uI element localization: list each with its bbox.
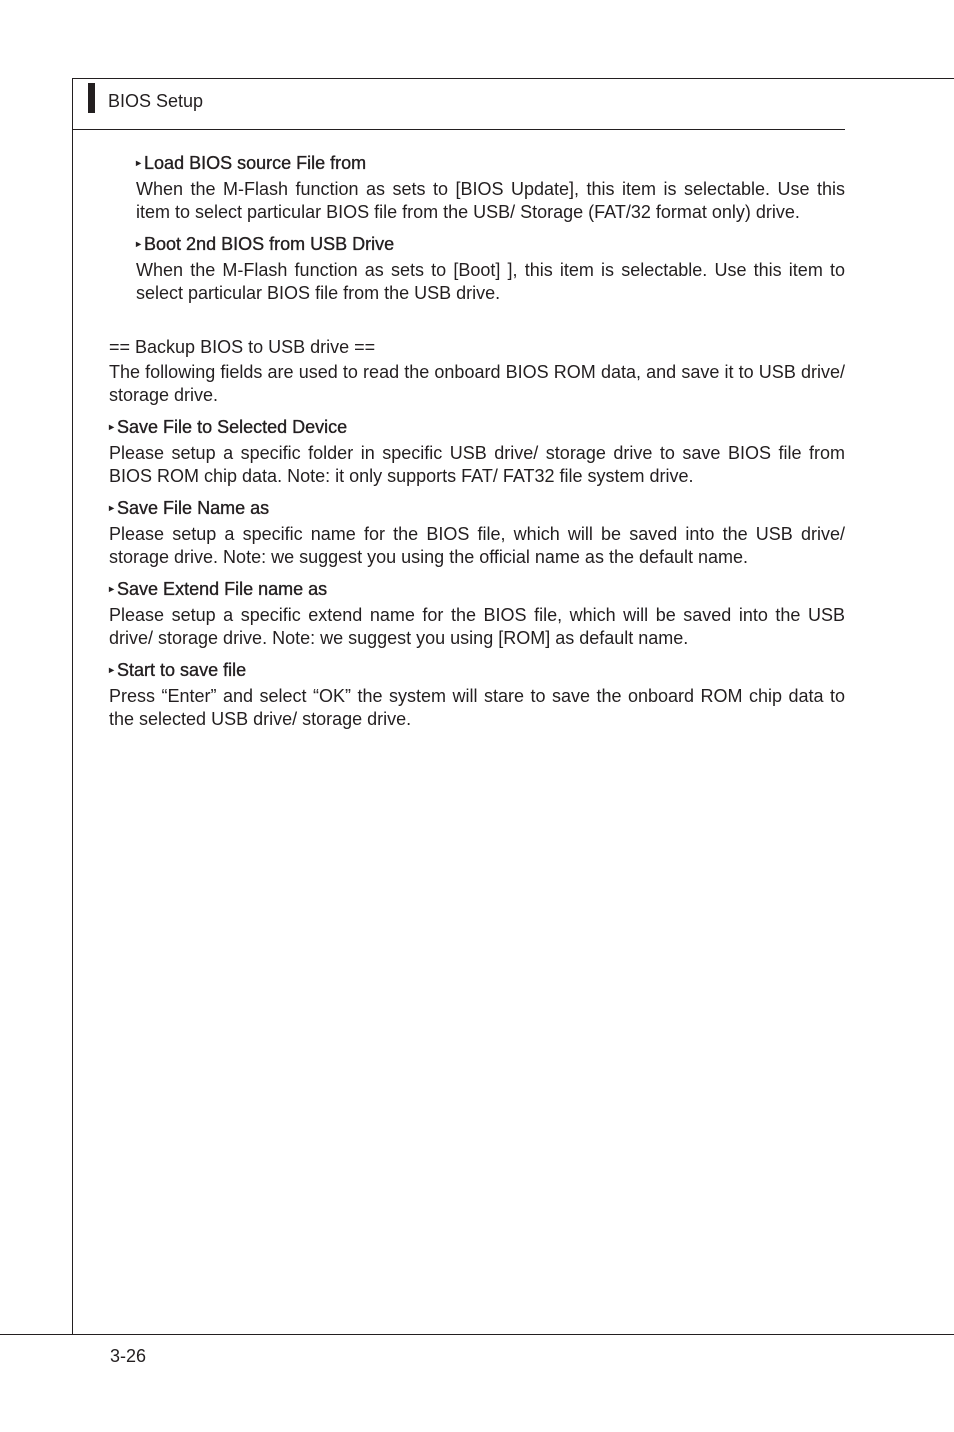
bullet-triangle-icon: ▸: [109, 584, 115, 595]
header-marker-bar: [88, 83, 95, 113]
item-description: Please setup a specific folder in specific USB drive/ storage drive to save BIOS file from BIOS ROM chip data. Note: it only supports FAT/ FAT32 file system drive.: [109, 443, 845, 486]
bullet-triangle-icon: ▸: [136, 239, 142, 250]
item-description: Please setup a specific extend name for the BIOS file, which will be saved into the USB drive/ storage drive. Note: we suggest you using [ROM] as default name.: [109, 605, 845, 648]
item-title: [109, 658, 845, 683]
item-title: [136, 151, 845, 176]
frame-left-rule: [72, 78, 73, 1335]
item-title: [109, 577, 845, 602]
bullet-triangle-icon: ▸: [109, 503, 115, 514]
page-header-title: BIOS Setup: [108, 91, 204, 111]
bullet-triangle-icon: ▸: [109, 665, 115, 676]
frame-bottom-rule: [0, 1334, 954, 1335]
item-title-text: Save Extend File name as: [117, 579, 328, 599]
item-title: [136, 232, 845, 257]
item-title-text: Load BIOS source File from: [144, 153, 367, 173]
backup-section-intro: The following fields are used to read the onboard BIOS ROM data, and save it to USB drive/ storage drive.: [109, 362, 845, 405]
page-number: 3-26: [110, 1346, 147, 1366]
item-description: When the M-Flash function as sets to [Boot] ], this item is selectable. Use this item to select particular BIOS file from the USB drive.: [136, 260, 845, 303]
item-title: [109, 496, 845, 521]
item-save-file-name: [109, 496, 845, 569]
item-description: When the M-Flash function as sets to [BIOS Update], this item is selectable. Use this item to select particular BIOS file from the USB/ Storage (FAT/32 format only) drive.: [136, 179, 845, 222]
item-save-file-to-device: [109, 415, 845, 488]
bullet-triangle-icon: ▸: [136, 158, 142, 169]
item-description: Press “Enter” and select “OK” the system will stare to save the onboard ROM chip data to the selected USB drive/ storage drive.: [109, 686, 845, 729]
frame-top-rule: [72, 78, 954, 79]
item-title-text: Save File to Selected Device: [117, 417, 348, 437]
nested-item-boot-2nd-bios: [109, 232, 845, 305]
item-title-text: Save File Name as: [117, 498, 270, 518]
item-title-text: Start to save file: [117, 660, 247, 680]
bullet-triangle-icon: ▸: [109, 422, 115, 433]
nested-item-load-bios-source: [109, 151, 845, 224]
page-content: [109, 151, 845, 731]
header-rule: [72, 129, 845, 130]
item-save-extend-file-name: [109, 577, 845, 650]
item-start-to-save: [109, 658, 845, 731]
item-title: [109, 415, 845, 440]
item-title-text: Boot 2nd BIOS from USB Drive: [144, 234, 395, 254]
item-description: Please setup a specific name for the BIOS file, which will be saved into the USB drive/ storage drive. Note: we suggest you using the official name as the default name.: [109, 524, 845, 567]
backup-section-heading: == Backup BIOS to USB drive ==: [109, 337, 376, 357]
